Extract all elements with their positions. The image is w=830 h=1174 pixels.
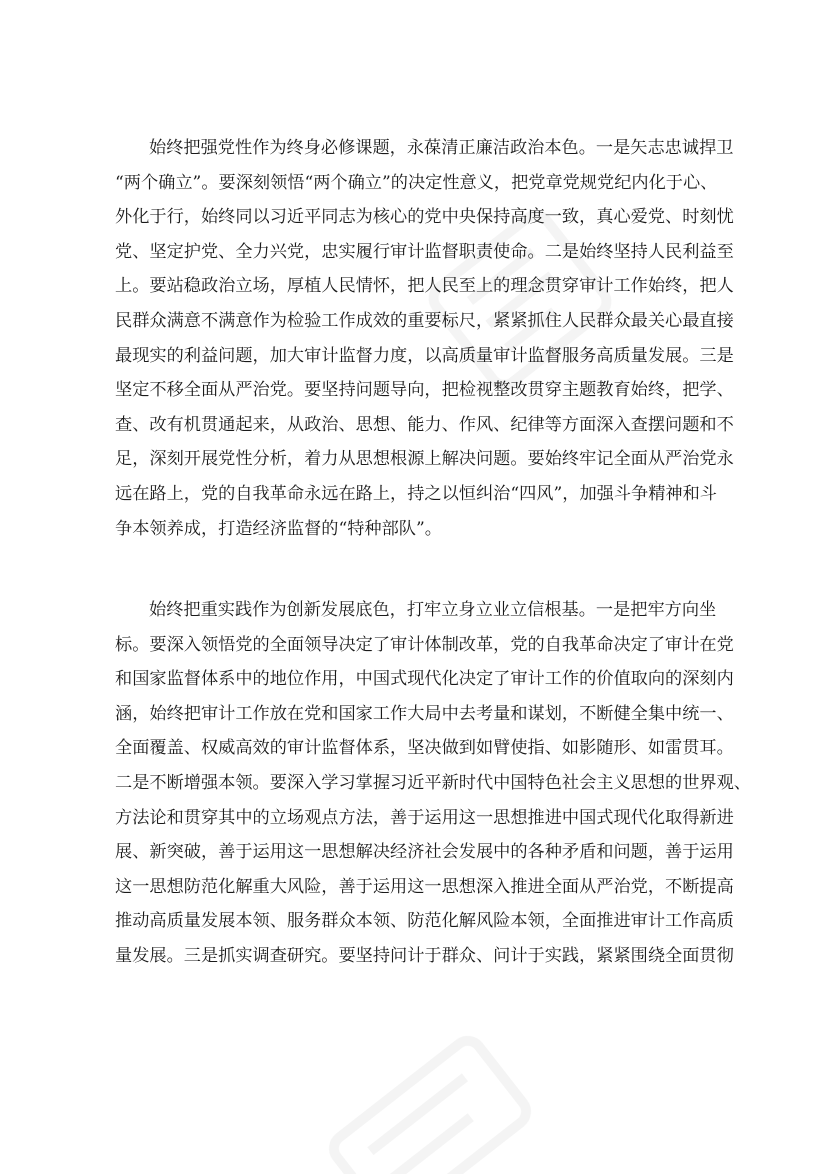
paragraph-line: 最现实的利益问题，加大审计监督力度，以高质量审计监督服务高质量发展。三是: [115, 345, 734, 366]
paragraph-line: 展、新突破，善于运用这一思想解决经济社会发展中的各种矛盾和问题，善于运用: [115, 842, 734, 863]
paragraph-line: 量发展。三是抓实调查研究。要坚持问计于群众、问计于实践，紧紧围绕全面贯彻: [115, 945, 734, 966]
paragraph-line: 党、坚定护党、全力兴党，忠实履行审计监督职责使命。二是始终坚持人民利益至: [115, 241, 734, 262]
paragraph-party-spirit: [115, 131, 734, 546]
paragraph-line: 和国家监督体系中的地位作用，中国式现代化决定了审计工作的价值取向的深刻内: [115, 669, 734, 690]
paragraph-line: 二是不断增强本领。要深入学习掌握习近平新时代中国特色社会主义思想的世界观、: [115, 772, 751, 793]
paragraph-line: 民群众满意不满意作为检验工作成效的重要标尺，紧紧抓住人民群众最关心最直接: [115, 310, 734, 331]
paragraph-line: 争本领养成，打造经济监督的“特种部队”。: [115, 518, 442, 539]
paragraph-line: 查、改有机贯通起来，从政治、思想、能力、作风、纪律等方面深入查摆问题和不: [115, 414, 734, 435]
paragraph-line: 上。要站稳政治立场，厚植人民情怀，把人民至上的理念贯穿审计工作始终，把人: [115, 276, 734, 297]
paragraph-line: 始终把重实践作为创新发展底色，打牢立身立业立信根基。一是把牢方向坐: [149, 600, 717, 620]
paragraph-line: 标。要深入领悟党的全面领导决定了审计体制改革，党的自我革命决定了审计在党: [115, 634, 734, 655]
paragraph-line: 足，深刻开展党性分析，着力从思想根源上解决问题。要始终牢记全面从严治党永: [115, 449, 734, 470]
paragraph-line: 这一思想防范化解重大风险，善于运用这一思想深入推进全面从严治党，不断提高: [115, 876, 734, 897]
paragraph-line: 外化于行，始终同以习近平同志为核心的党中央保持高度一致，真心爱党、时刻忧: [115, 207, 734, 228]
paragraph-line: 坚定不移全面从严治党。要坚持问题导向，把检视整改贯穿主题教育始终，把学、: [115, 380, 734, 401]
paragraph-practice: [115, 593, 751, 974]
paragraph-line: 始终把强党性作为终身必修课题，永葆清正廉洁政治本色。一是矢志忠诚捍卫: [149, 138, 734, 158]
paragraph-line: 涵，始终把审计工作放在党和国家工作大局中去考量和谋划，不断健全集中统一、: [115, 703, 734, 724]
paragraph-line: 推动高质量发展本领、服务群众本领、防范化解风险本领，全面推进审计工作高质: [115, 911, 734, 932]
paragraph-line: 全面覆盖、权威高效的审计监督体系，坚决做到如臂使指、如影随形、如雷贯耳。: [115, 738, 734, 759]
paragraph-line: 方法论和贯穿其中的立场观点方法，善于运用这一思想推进中国式现代化取得新进: [115, 807, 734, 828]
paragraph-line: 远在路上，党的自我革命永远在路上，持之以恒纠治“四风”，加强斗争精神和斗: [115, 483, 717, 504]
paragraph-line: “两个确立”。要深刻领悟“两个确立”的决定性意义，把党章党规党纪内化于心、: [115, 172, 718, 193]
